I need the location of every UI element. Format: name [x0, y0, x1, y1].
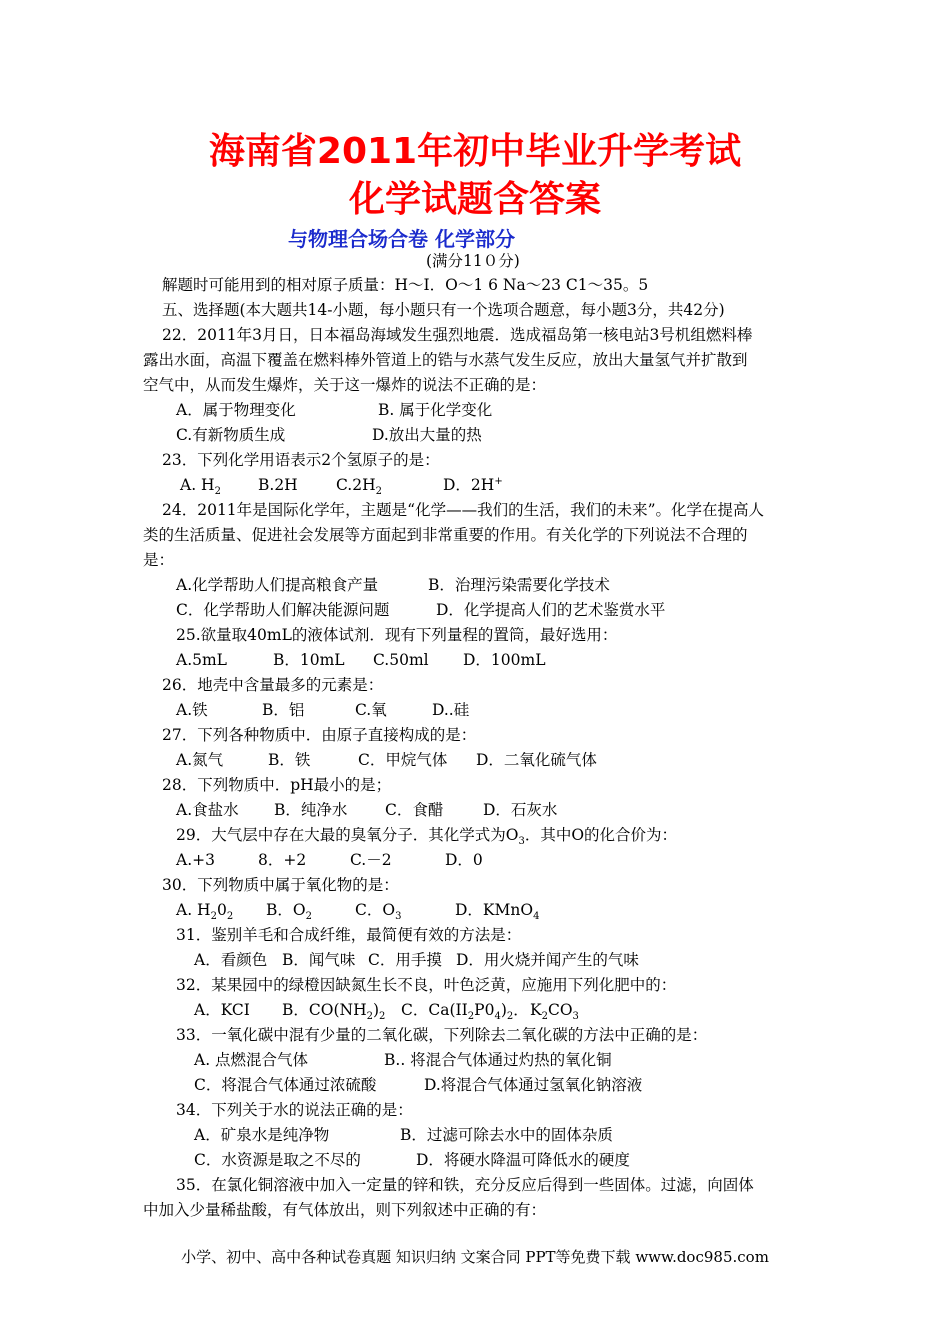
q31-option-a: A．看颜色: [194, 951, 268, 969]
q26-option-b: B．铝: [262, 701, 305, 719]
page-title-line2: 化学试题含答案: [348, 179, 601, 220]
page-title-line1: 海南省2011年初中毕业升学考试: [208, 131, 742, 172]
q24-stem-line2: 类的生活质量、促进社会发展等方面起到非常重要的作用。有关化学的下列说法不合理的: [143, 526, 748, 544]
atomic-masses-note: 解题时可能用到的相对原子质量：H～I．O～1 6 Na～23 C1～35。5: [162, 276, 649, 294]
q22-option-a: A．属于物理变化: [176, 401, 296, 419]
q26-option-c: C.氧: [355, 701, 387, 719]
q35-stem-line1: 35．在氯化铜溶液中加入一定量的锌和铁，充分反应后得到一些固体。过滤，向固体: [176, 1176, 754, 1194]
q24-stem-line1: 24．2011年是国际化学年，主题是“化学——我们的生活，我们的未来”。化学在提高人: [162, 501, 765, 519]
q32-option-a: A．KCI: [194, 1001, 250, 1019]
q25-option-a: A.5mL: [176, 651, 227, 669]
q22-stem-line2: 露出水面，高温下覆盖在燃料棒外管道上的锆与水蒸气发生反应，放出大量氢气并扩散到: [143, 351, 748, 369]
q34-option-a: A．矿泉水是纯净物: [194, 1126, 330, 1144]
q29-option-d: D．0: [445, 851, 483, 869]
q23-stem: 23．下列化学用语表示2个氢原子的是：: [162, 451, 440, 469]
q31-option-b: B．闻气味: [282, 951, 356, 969]
q28-option-c: C．食醋: [385, 801, 444, 819]
q24-option-c: C．化学帮助人们解决能源问题: [176, 601, 390, 619]
q24-stem-line3: 是：: [143, 551, 175, 569]
q22-option-b: B. 属于化学变化: [378, 401, 493, 419]
q27-option-a: A.氮气: [176, 751, 224, 769]
q30-option-a: A. $H_20_2$: [176, 901, 234, 923]
q34-option-d: D．将硬水降温可降低水的硬度: [416, 1151, 630, 1169]
q27-option-b: B．铁: [268, 751, 311, 769]
q32-option-b: B．$CO(NH_2)_2$: [282, 1001, 386, 1023]
q28-stem: 28．下列物质中．pH最小的是；: [162, 776, 392, 794]
q32-option-c: C．$Ca(II_2P0_4)_2$．: [401, 1001, 529, 1023]
q34-stem: 34．下列关于水的说法正确的是：: [176, 1101, 413, 1119]
q22-stem-line1: 22．2011年3月日，日本福岛海域发生强烈地震．选成福岛第一核电站3号机组燃料棒: [162, 326, 753, 344]
q25-option-b: B．10mL: [273, 651, 345, 669]
q28-option-d: D．石灰水: [483, 801, 558, 819]
q31-stem: 31．鉴别羊毛和合成纤维，最简便有效的方法是：: [176, 926, 522, 944]
q29-option-b: 8．+2: [258, 851, 307, 869]
q32-option-d: $K_2CO_3$: [530, 1001, 579, 1023]
q23-option-d: D．2H+: [443, 475, 503, 494]
q22-option-c: C.有新物质生成: [176, 426, 286, 444]
q29-option-c: C.－2: [350, 851, 392, 869]
q23-option-a: A. $H_2$: [180, 476, 221, 498]
q23-option-b: B.2H: [258, 476, 298, 494]
q22-option-d: D.放出大量的热: [372, 426, 482, 444]
q34-option-c: C．水资源是取之不尽的: [194, 1151, 361, 1169]
page-footer: 小学、初中、高中各种试卷真题 知识归纳 文案合同 PPT等免费下载 www.doc985.com: [181, 1248, 769, 1266]
q30-option-d: D．KMnO$_4$: [455, 901, 540, 923]
q27-stem: 27．下列各种物质中．由原子直接构成的是：: [162, 726, 477, 744]
q28-option-b: B．纯净水: [274, 801, 348, 819]
q25-option-c: C.50ml: [373, 651, 429, 669]
q25-option-d: D．100mL: [463, 651, 546, 669]
q31-option-c: C．用手摸: [368, 951, 442, 969]
q27-option-c: C．甲烷气体: [358, 751, 448, 769]
q30-stem: 30．下列物质中属于氧化物的是：: [162, 876, 399, 894]
full-score-note: (满分11０分): [426, 252, 520, 270]
q35-stem-line2: 中加入少量稀盐酸，有气体放出，则下列叙述中正确的有：: [143, 1201, 547, 1219]
q24-option-b: B．治理污染需要化学技术: [428, 576, 610, 594]
q24-option-d: D．化学提高人们的艺术鉴赏水平: [436, 601, 666, 619]
q33-option-a: A. 点燃混合气体: [194, 1051, 309, 1069]
q26-stem: 26．地壳中含量最多的元素是：: [162, 676, 384, 694]
q22-stem-line3: 空气中，从而发生爆炸，关于这一爆炸的说法不正确的是：: [143, 376, 547, 394]
q28-option-a: A.食盐水: [176, 801, 239, 819]
q29-stem: 29．大气层中存在大最的臭氧分子．其化学式为$O_3$．其中O的化合价为：: [176, 826, 678, 848]
q32-stem: 32．某果园中的绿橙因缺氮生长不良，叶色泛黄，应施用下列化肥中的：: [176, 976, 677, 994]
q27-option-d: D．二氧化硫气体: [476, 751, 597, 769]
q26-option-a: A.铁: [176, 701, 208, 719]
q33-option-b: B.. 将混合气体通过灼热的氧化铜: [384, 1051, 612, 1069]
subtitle: 与物理合场合卷 化学部分: [288, 227, 515, 251]
section-heading: 五、选择题(本大题共14-小题，每小题只有一个选项合题意，每小题3分，共42分): [162, 301, 725, 319]
q25-stem: 25.欲量取40mL的液体试剂．现有下列量程的置筒，最好选用：: [176, 626, 618, 644]
q31-option-d: D．用火烧并闻产生的气味: [456, 951, 639, 969]
q30-option-c: C．$O_3$: [355, 901, 402, 923]
q30-option-b: B．$O_2$: [266, 901, 312, 923]
q33-option-d: D.将混合气体通过氢氧化钠溶液: [424, 1076, 643, 1094]
q23-option-c: $C.2H_2$: [336, 476, 382, 498]
q26-option-d: D..硅: [432, 701, 470, 719]
q33-stem: 33．一氧化碳中混有少量的二氧化碳，下列除去二氧化碳的方法中正确的是：: [176, 1026, 708, 1044]
q34-option-b: B．过滤可除去水中的固体杂质: [400, 1126, 613, 1144]
q33-option-c: C．将混合气体通过浓硫酸: [194, 1076, 377, 1094]
q24-option-a: A.化学帮助人们提高粮食产量: [176, 576, 379, 594]
q29-option-a: A.+3: [176, 851, 215, 869]
